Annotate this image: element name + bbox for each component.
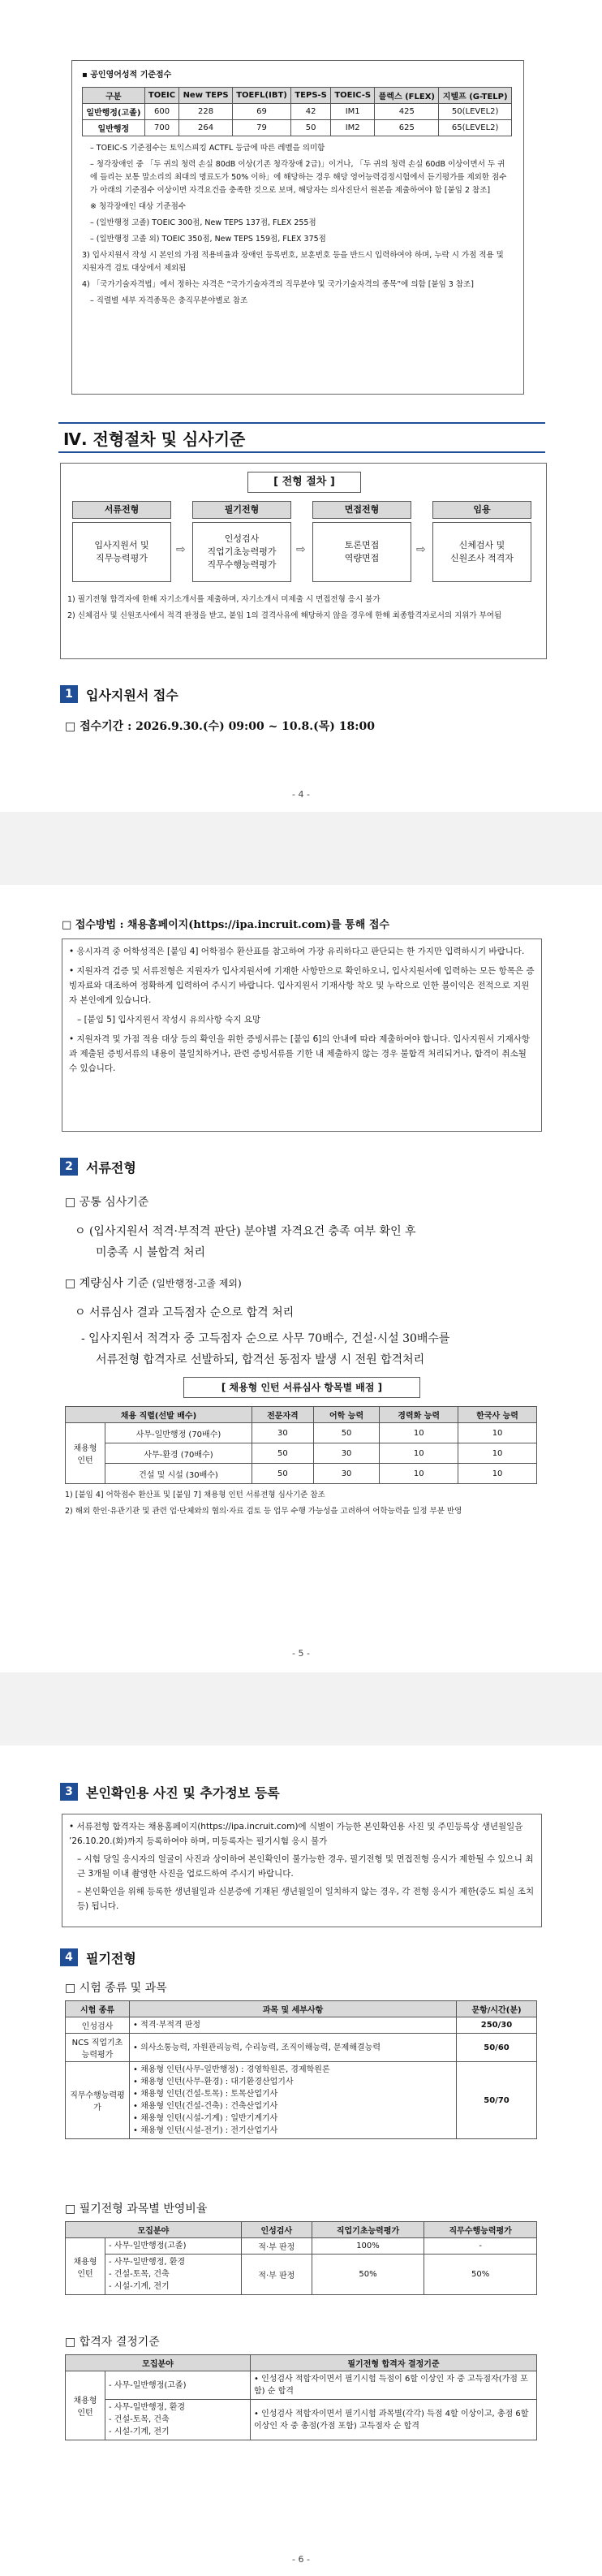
photo-notice-line: – 시험 당일 응시자의 얼굴이 사진과 상이하여 본인확인이 불가능한 경우, 필기전형 및 면접전형 응시가 제한될 수 있으니 최근 3개월 이내 촬영한 사진을 업로드하여 주시기 바랍니다. bbox=[77, 1854, 534, 1879]
flow-step-head: 서류전형 bbox=[72, 501, 171, 519]
pass-field-cell bbox=[105, 2371, 251, 2400]
ratio-title: □ 필기전형 과목별 반영비율 bbox=[65, 2203, 208, 2216]
exam-header-cell: 문항/시간(분) bbox=[457, 2001, 537, 2017]
exam-row bbox=[66, 2034, 537, 2062]
eng-cell: 228 bbox=[179, 104, 233, 120]
ratio-header-row bbox=[66, 2222, 537, 2238]
page-5 bbox=[0, 885, 602, 1672]
flow-step-head: 면접전형 bbox=[312, 501, 411, 519]
exam-header-cell: 과목 및 세부사항 bbox=[130, 2001, 457, 2017]
eng-header-cell: 플렉스 (FLEX) bbox=[375, 88, 439, 104]
flow-step-head: 임용 bbox=[432, 501, 531, 519]
eligibility-note: – (일반행정 고졸) TOEIC 300점, New TEPS 137점, FLEX 255점 bbox=[90, 218, 316, 227]
ratio-basic-cell: 100% bbox=[312, 2238, 424, 2255]
application-method: □ 접수방법 : 채용홈페이지(https://ipa.incruit.com)를 통해 접수 bbox=[62, 919, 389, 931]
flow-step-head: 필기전형 bbox=[192, 501, 291, 519]
exam-items-cell bbox=[130, 2017, 457, 2034]
score-table bbox=[65, 1406, 537, 1484]
score-header-cell: 채용 직렬(선발 배수) bbox=[66, 1407, 252, 1423]
eng-cell: IM2 bbox=[331, 120, 375, 136]
exam-item: • 채용형 인턴(시설-기계) : 일반기계기사 bbox=[133, 2114, 278, 2123]
page-number-5: - 5 - bbox=[292, 1648, 310, 1659]
pass-field-line: - 시설-기계, 전기 bbox=[109, 2427, 170, 2436]
eng-cell: 일반행정 bbox=[83, 120, 145, 136]
notice-line: • 지원자격 검증 및 서류전형은 지원자가 입사지원서에 기재한 사항만으로 확인하오니, 입사지원서에 입력하는 모든 항목은 증빙자료와 대조하여 정확하게 입력하여 주시기 바랍니다. 입사지원서 기재사항 착오 및 누락으로 인한 불이익은 전적으로 지원자 본인에게 있습니다. bbox=[69, 966, 535, 1005]
exam-count-cell: 50/60 bbox=[457, 2034, 537, 2062]
exam-count-cell: 250/30 bbox=[457, 2017, 537, 2034]
flow-step-line: 직무능력평가 bbox=[96, 553, 148, 563]
quant-criteria-title bbox=[65, 1275, 242, 1291]
exam-items-cell bbox=[130, 2034, 457, 2062]
section-iv-header bbox=[58, 422, 545, 453]
eng-row bbox=[83, 104, 512, 120]
score-note: 1) [붙임 4] 어학점수 환산표 및 [붙임 7] 채용형 인턴 서류전형 심사기준 참조 bbox=[65, 1491, 325, 1499]
section-4-title: 필기전형 bbox=[86, 1951, 136, 1966]
eligibility-note: 4) 「국가기술자격법」에서 정하는 자격은 “국가기술자격의 직무분야 및 국가기술자격의 종목”에 의함 [붙임 3 참조] bbox=[82, 280, 474, 289]
score-cell: 30 bbox=[313, 1443, 379, 1464]
flow-note: 2) 신체검사 및 신원조사에서 적격 판정을 받고, 붙임 1의 결격사유에 해당하지 않을 경우에 한해 최종합격자로서의 지위가 부여됨 bbox=[67, 611, 502, 620]
score-cell: 30 bbox=[313, 1464, 379, 1484]
quant-item-1: ㅇ 서류심사 결과 고득점자 순으로 합격 처리 bbox=[75, 1306, 295, 1319]
section-iv-title: Ⅳ. 전형절차 및 심사기준 bbox=[63, 429, 246, 449]
exam-type-cell: 직무수행능력평가 bbox=[66, 2062, 130, 2139]
score-cell: 10 bbox=[380, 1423, 458, 1443]
ratio-header-cell: 모집분야 bbox=[66, 2222, 242, 2238]
pass-field-cell bbox=[105, 2400, 251, 2440]
flow-step-line: 입사지원서 및 bbox=[94, 540, 149, 550]
ratio-field-line: - 시설-기계, 전기 bbox=[109, 2282, 170, 2291]
pass-rule-cell bbox=[251, 2400, 537, 2440]
ratio-row bbox=[66, 2238, 537, 2255]
flow-note: 1) 필기전형 합격자에 한해 자기소개서를 제출하며, 자기소개서 미제출 시 면접전형 응시 불가 bbox=[67, 595, 381, 604]
exam-row bbox=[66, 2017, 537, 2034]
score-cell: 10 bbox=[458, 1443, 537, 1464]
score-row bbox=[66, 1464, 537, 1484]
common-criteria-item-2: 미충족 시 불합격 처리 bbox=[96, 1246, 206, 1259]
ratio-personality-cell: 적·부 판정 bbox=[241, 2255, 312, 2295]
score-cell: 50 bbox=[313, 1423, 379, 1443]
notice-lines bbox=[69, 944, 535, 1081]
ratio-header-cell: 인성검사 bbox=[241, 2222, 312, 2238]
flow-box bbox=[60, 463, 547, 659]
eng-cell: 69 bbox=[232, 104, 290, 120]
eng-cell: 625 bbox=[375, 120, 439, 136]
page-number-6: - 6 - bbox=[292, 2554, 310, 2565]
score-header-cell: 경력화 능력 bbox=[380, 1407, 458, 1423]
ratio-job-cell: - bbox=[424, 2238, 537, 2255]
section-2-number: 2 bbox=[60, 1158, 78, 1176]
quant-item-2: - 입사지원서 적격자 중 고득점자 순으로 사무 70배수, 건설·시설 30배수를 bbox=[81, 1332, 450, 1345]
pass-group-cell: 채용형 인턴 bbox=[66, 2371, 105, 2440]
section-4-number: 4 bbox=[60, 1948, 78, 1966]
pass-field-line: - 건설-토목, 건축 bbox=[109, 2415, 170, 2424]
pass-table bbox=[65, 2354, 537, 2440]
eligibility-note: – 청각장애인 중 「두 귀의 청력 손실 80dB 이상(기존 청각장애 2급)」이거나, 「두 귀의 청력 손실 60dB 이상이면서 두 귀에 들리는 보통 말소리의 최대의 명료도가 50% 이하」에 해당하는 경우 해당 영어능력검정시험에서 듣기평가를 제외한 점수가 아래의 기준점수 이상이면 자격요건을 충족한 것으로 보며, 해당자는 의사진단서 원본을 제출하여야 함 [붙임 2 참조] bbox=[90, 160, 507, 195]
exam-item: • 채용형 인턴(사무-일반행정) : 경영학원론, 경제학원론 bbox=[133, 2065, 330, 2074]
flow-step-body bbox=[72, 522, 171, 582]
flow-step-line: 직무수행능력평가 bbox=[207, 559, 277, 570]
score-cell: 30 bbox=[252, 1423, 313, 1443]
score-cell: 사무-환경 (70배수) bbox=[105, 1443, 252, 1464]
score-row bbox=[66, 1423, 537, 1443]
arrow-right-icon: ⇨ bbox=[176, 543, 186, 556]
eng-header-row bbox=[83, 88, 512, 104]
flow-step-body bbox=[312, 522, 411, 582]
pass-rule-line: • 인성검사 적합자이면서 필기시험 과목별(각각) 득점 4할 이상이고, 총점 6할 이상인 자 중 총점(가점 포함) 고득점자 순 합격 bbox=[254, 2409, 529, 2431]
page-4 bbox=[0, 0, 602, 812]
eng-cell: 600 bbox=[144, 104, 179, 120]
eng-header-cell: 구분 bbox=[83, 88, 145, 104]
ratio-table bbox=[65, 2221, 537, 2295]
page-gap-2 bbox=[0, 1672, 602, 1745]
photo-notice-line: – 본인확인을 위해 등록한 생년월일과 신분증에 기재된 생년월일이 일치하지 않는 경우, 각 전형 응시가 제한(중도 퇴실 조치 등) 됩니다. bbox=[77, 1887, 535, 1911]
eng-cell: 50 bbox=[291, 120, 331, 136]
score-note: 2) 해외 한인·유관기관 및 관련 업·단체와의 협의·자료 검토 등 업무 수행 가능성을 고려하여 어학능력을 일정 부분 반영 bbox=[65, 1507, 462, 1516]
eng-header-cell: TOEIC bbox=[144, 88, 179, 104]
pass-row bbox=[66, 2371, 537, 2400]
notice-line: – [붙임 5] 입사지원서 작성시 유의사항 숙지 요망 bbox=[77, 1015, 261, 1025]
photo-notice-lines bbox=[69, 1819, 535, 1917]
exam-items-cell bbox=[130, 2062, 457, 2139]
section-1-header bbox=[58, 680, 545, 708]
ratio-group-cell: 채용형 인턴 bbox=[66, 2238, 105, 2295]
score-header-row bbox=[66, 1407, 537, 1423]
score-cell: 50 bbox=[252, 1443, 313, 1464]
score-header-cell: 어학 능력 bbox=[313, 1407, 379, 1423]
section-2-header bbox=[58, 1153, 545, 1180]
section-2-title: 서류전형 bbox=[86, 1160, 136, 1176]
eligibility-note: 3) 입사지원서 작성 시 본인의 가점 적용비율과 장애인 등록번호, 보훈번호 등을 반드시 입력하여야 하며, 누락 시 가점 적용 및 지원자격 검토 대상에서 제외됨 bbox=[82, 251, 504, 273]
score-table-title: [ 채용형 인턴 서류심사 항목별 배점 ] bbox=[183, 1377, 420, 1398]
common-criteria-item-1: ㅇ (입사지원서 적격·부적격 판단) 분야별 자격요건 충족 여부 확인 후 bbox=[75, 1225, 416, 1238]
eng-cell: 50(LEVEL2) bbox=[439, 104, 512, 120]
pass-header-row bbox=[66, 2355, 537, 2371]
eng-header-cell: TOEFL(IBT) bbox=[232, 88, 290, 104]
pass-rule-cell bbox=[251, 2371, 537, 2400]
section-3-title: 본인확인용 사진 및 추가정보 등록 bbox=[86, 1785, 280, 1801]
flow-step-body bbox=[192, 522, 291, 582]
score-header-cell: 전문자격 bbox=[252, 1407, 313, 1423]
eng-cell: IM1 bbox=[331, 104, 375, 120]
flow-step-line: 신체검사 및 bbox=[458, 540, 505, 550]
pass-header-cell: 모집분야 bbox=[66, 2355, 251, 2371]
notice-box bbox=[62, 938, 542, 1132]
flow-step-line: 직업기초능력평가 bbox=[207, 546, 277, 557]
flow-step-line: 신원조사 적격자 bbox=[450, 553, 514, 563]
exam-row bbox=[66, 2062, 537, 2139]
exam-type-cell: 인성검사 bbox=[66, 2017, 130, 2034]
eng-cell: 264 bbox=[179, 120, 233, 136]
quant-criteria-label: □ 계량심사 기준 bbox=[65, 1277, 149, 1290]
flow-label: [ 전형 절차 ] bbox=[247, 472, 361, 493]
exam-item: • 채용형 인턴(건설-토목) : 토목산업기사 bbox=[133, 2090, 278, 2099]
eng-score-table bbox=[82, 87, 512, 136]
pass-criteria-title: □ 합격자 결정기준 bbox=[65, 2336, 160, 2349]
section-4-header bbox=[58, 1944, 545, 1971]
ratio-field-line: - 사무-일반행정(고졸) bbox=[109, 2242, 187, 2250]
exam-item: • 채용형 인턴(건설-건축) : 건축산업기사 bbox=[133, 2102, 278, 2111]
eng-cell: 700 bbox=[144, 120, 179, 136]
pass-rule-line: • 인성검사 적합자이면서 필기시험 득점이 6할 이상인 자 중 고득점자(가점 포함) 순 합격 bbox=[254, 2375, 528, 2396]
flow-step-body bbox=[432, 522, 531, 582]
page-number-4: - 4 - bbox=[292, 789, 310, 800]
eng-score-title: ▪ 공인영어성적 기준점수 bbox=[82, 71, 172, 80]
eng-header-cell: TOEIC-S bbox=[331, 88, 375, 104]
exam-table bbox=[65, 2000, 537, 2139]
flow-notes bbox=[67, 593, 538, 626]
exam-item: • 채용형 인턴(사무-환경) : 대기환경산업기사 bbox=[133, 2078, 294, 2086]
eng-row bbox=[83, 120, 512, 136]
pass-field-line: - 사무-일반행정(고졸) bbox=[109, 2380, 187, 2390]
ratio-field-line: - 사무-일반행정, 환경 bbox=[109, 2258, 186, 2267]
exam-type-cell: NCS 직업기초능력평가 bbox=[66, 2034, 130, 2062]
ratio-header-cell: 직무수행능력평가 bbox=[424, 2222, 537, 2238]
exam-count-cell: 50/70 bbox=[457, 2062, 537, 2139]
eng-cell: 일반행정(고졸) bbox=[83, 104, 145, 120]
score-cell: 10 bbox=[458, 1423, 537, 1443]
page-6 bbox=[0, 1745, 602, 2576]
eng-header-cell: TEPS-S bbox=[291, 88, 331, 104]
eligibility-notes bbox=[82, 142, 512, 311]
score-cell: 10 bbox=[380, 1464, 458, 1484]
eng-cell: 65(LEVEL2) bbox=[439, 120, 512, 136]
eligibility-note: – TOEIC-S 기준점수는 토익스피킹 ACTFL 등급에 따른 레벨을 의미함 bbox=[90, 144, 325, 153]
notice-line: • 응시자격 중 어학성적은 [붙임 4] 어학점수 환산표를 참고하여 가장 유리하다고 판단되는 한 가지만 입력하시기 바랍니다. bbox=[69, 947, 525, 956]
exam-item: • 의사소통능력, 자원관리능력, 수리능력, 조직이해능력, 문제해결능력 bbox=[133, 2043, 381, 2052]
pass-field-line: - 사무-일반행정, 환경 bbox=[109, 2403, 186, 2412]
section-3-number: 3 bbox=[60, 1783, 78, 1801]
section-1-number: 1 bbox=[60, 685, 78, 703]
ratio-personality-cell: 적·부 판정 bbox=[241, 2238, 312, 2255]
eligibility-note: – 직렬별 세부 자격종목은 충직무분야별로 참조 bbox=[90, 296, 248, 305]
ratio-row bbox=[66, 2255, 537, 2295]
section-3-header bbox=[58, 1778, 545, 1806]
score-cell: 건설 및 시설 (30배수) bbox=[105, 1464, 252, 1484]
score-header-cell: 한국사 능력 bbox=[458, 1407, 537, 1423]
ratio-basic-cell: 50% bbox=[312, 2255, 424, 2295]
score-cell: 10 bbox=[380, 1443, 458, 1464]
eligibility-note: – (일반행정 고졸 외) TOEIC 350점, New TEPS 159점, FLEX 375점 bbox=[90, 235, 326, 244]
eng-cell: 425 bbox=[375, 104, 439, 120]
ratio-field-cell bbox=[105, 2238, 242, 2255]
exam-item: • 적격·부적격 판정 bbox=[133, 2021, 201, 2030]
ratio-header-cell: 직업기초능력평가 bbox=[312, 2222, 424, 2238]
photo-notice-line: • 서류전형 합격자는 채용홈페이지(https://ipa.incruit.com)에 식별이 가능한 본인확인용 사진 및 주민등록상 생년월일을 ’26.10.20.(화)까지 등록하여야 하며, 미등록자는 필기시험 응시 불가 bbox=[69, 1822, 523, 1846]
common-criteria-title: □ 공통 심사기준 bbox=[65, 1196, 149, 1209]
exam-header-row bbox=[66, 2001, 537, 2017]
eng-header-cell: 지텔프 (G-TELP) bbox=[439, 88, 512, 104]
photo-notice-box bbox=[62, 1814, 542, 1927]
arrow-right-icon: ⇨ bbox=[416, 543, 426, 556]
score-cell: 사무-일반행정 (70배수) bbox=[105, 1423, 252, 1443]
flow-step-line: 토론면접 bbox=[344, 540, 380, 550]
exam-item: • 채용형 인턴(시설-전기) : 전기산업기사 bbox=[133, 2126, 278, 2135]
eng-header-cell: New TEPS bbox=[179, 88, 233, 104]
score-row bbox=[66, 1443, 537, 1464]
score-cell: 50 bbox=[252, 1464, 313, 1484]
eligibility-box bbox=[71, 60, 524, 395]
eng-cell: 42 bbox=[291, 104, 331, 120]
ratio-field-cell bbox=[105, 2255, 242, 2295]
pass-header-cell: 필기전형 합격자 결정기준 bbox=[251, 2355, 537, 2371]
eng-cell: 79 bbox=[232, 120, 290, 136]
ratio-field-line: - 건설-토목, 건축 bbox=[109, 2270, 170, 2279]
page-gap-1 bbox=[0, 812, 602, 885]
exam-subject-title: □ 시험 종류 및 과목 bbox=[65, 1982, 167, 1995]
quant-item-3: 서류전형 합격자로 선발하되, 합격선 동점자 발생 시 전원 합격처리 bbox=[96, 1353, 425, 1366]
application-period: □ 접수기간 : 2026.9.30.(수) 09:00 ~ 10.8.(목) 18:00 bbox=[65, 720, 375, 733]
flow-step-line: 인성검사 bbox=[224, 533, 260, 544]
score-group-cell: 채용형 인턴 bbox=[66, 1423, 105, 1484]
quant-criteria-sub: (일반행정-고졸 제외) bbox=[152, 1278, 242, 1289]
eligibility-note: ※ 청각장애인 대상 기준점수 bbox=[90, 202, 186, 211]
section-1-title: 입사지원서 접수 bbox=[86, 688, 178, 703]
exam-header-cell: 시험 종류 bbox=[66, 2001, 130, 2017]
pass-row bbox=[66, 2400, 537, 2440]
arrow-right-icon: ⇨ bbox=[296, 543, 306, 556]
score-cell: 10 bbox=[458, 1464, 537, 1484]
ratio-job-cell: 50% bbox=[424, 2255, 537, 2295]
notice-line: • 지원자격 및 가점 적용 대상 등의 확인을 위한 증빙서류는 [붙임 6]의 안내에 따라 제출하여야 합니다. 입사지원서 기재사항과 제출된 증빙서류의 내용이 불일치하거나, 관련 증빙서류를 기한 내 제출하지 않는 경우 불합격 처리되거나, 합격이 취소될 수 있습니다. bbox=[69, 1034, 531, 1073]
flow-step-line: 역량면접 bbox=[344, 553, 380, 563]
score-notes bbox=[65, 1489, 537, 1521]
